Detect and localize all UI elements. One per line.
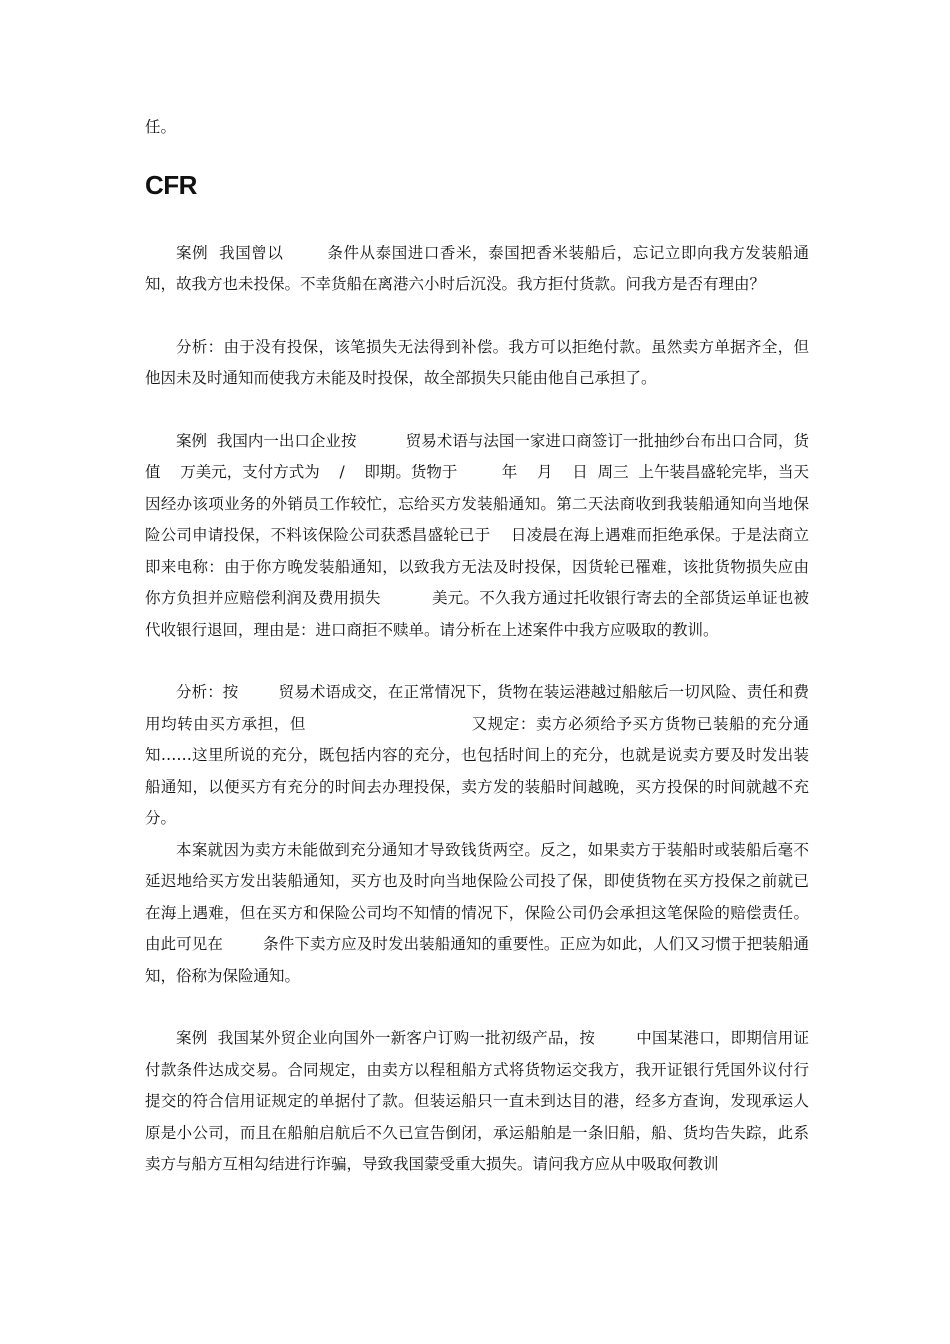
continued-text-fragment: 任。 bbox=[145, 118, 177, 136]
case-paragraph-1: 案例 我国曾以 条件从泰国进口香米，泰国把香米装船后，忘记立即向我方发装船通知，故我方也未投保。不幸货船在离港六小时后沉没。我方拒付货款。问我方是否有理由？ bbox=[145, 243, 809, 293]
case-paragraph-3: 案例 我国某外贸企业向国外一新客户订购一批初级产品，按 中国某港口，即期信用证付款条件达成交易。合同规定，由卖方以程租船方式将货物运交我方，我开证银行凭国外议付行提交的符合信用证规定的单据付了款。但装运船只一直未到达目的港，经多方查询，发现承运人原是小公司，而且在船舶启航后不久已宣告倒闭，承运船舶是一条旧船，船、货均告失踪，此系卖方与船方互相勾结进行诈骗，导致我国蒙受重大损失。请问我方应从中吸取何教训 bbox=[145, 1029, 809, 1173]
section-heading: CFR bbox=[145, 169, 197, 200]
analysis-paragraph-2: 分析：按 贸易术语成交，在正常情况下，货物在装运港越过船舷后一切风险、责任和费用均转由买方承担，但 又规定：卖方必须给予买方货物已装船的充分通知……这里所说的充分，既包括内容的充分，也包括时间上的充分，也就是说卖方要及时发出装船通知，以便买方有充分的时间去办理投保，卖方发的装船时间越晚，买方投保的时间就越不充分。 bbox=[145, 683, 809, 827]
document-body bbox=[145, 112, 809, 1181]
case-paragraph-2: 案例 我国内一出口企业按 贸易术语与法国一家进口商签订一批抽纱台布出口合同，货值 万美元，支付方式为 / 即期。货物于 年 月 日 周三 上午装昌盛轮完毕，当天因经办该项业务的外销员工作较忙，忘给买方发装船通知。第二天法商收到我装船通知向当地保险公司申请投保，不料该保险公司获悉昌盛轮已于 日凌晨在海上遇难而拒绝承保。于是法商立即来电称：由于你方晚发装船通知，以致我方无法及时投保，因货轮已罹难，该批货物损失应由你方负担并应赔偿利润及费用损失 美元。不久我方通过托收银行寄去的全部货运单证也被代收银行退回，理由是：进口商拒不赎单。请分析在上述案件中我方应吸取的教训。 bbox=[145, 431, 809, 639]
analysis-paragraph-2-continued: 本案就因为卖方未能做到充分通知才导致钱货两空。反之，如果卖方于装船时或装船后毫不延迟地给买方发出装船通知，买方也及时向当地保险公司投了保，即使货物在买方投保之前就已在海上遇难，但在买方和保险公司均不知情的情况下，保险公司仍会承担这笔保险的赔偿责任。由此可见在 条件下卖方应及时发出装船通知的重要性。正应为如此，人们又习惯于把装船通知，俗称为保险通知。 bbox=[145, 840, 809, 985]
analysis-paragraph-1: 分析：由于没有投保，该笔损失无法得到补偿。我方可以拒绝付款。虽然卖方单据齐全，但他因未及时通知而使我方未能及时投保，故全部损失只能由他自己承担了。 bbox=[145, 337, 809, 387]
